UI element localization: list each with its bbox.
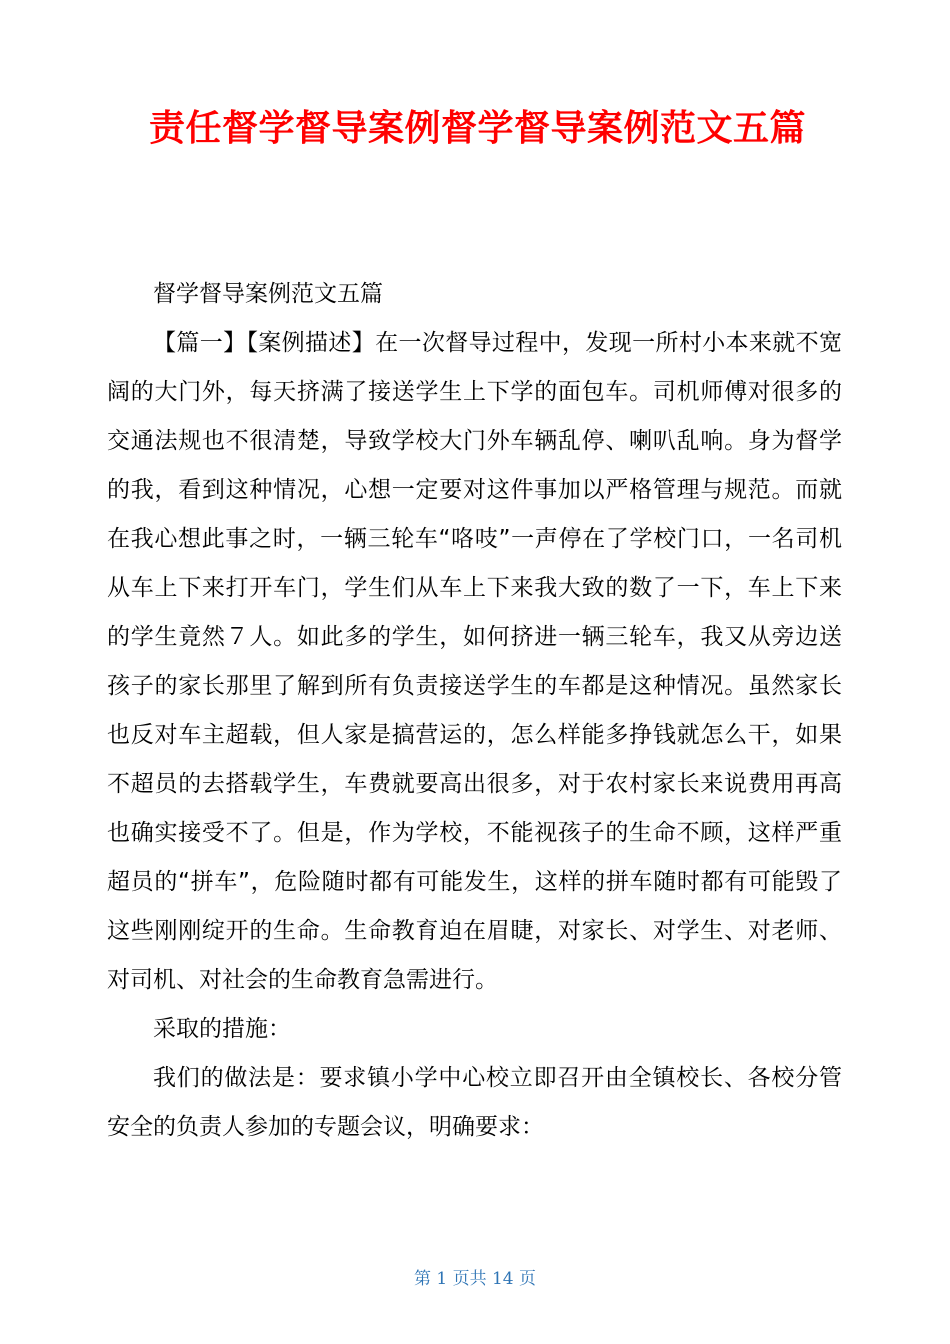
measures-heading-paragraph: 采取的措施： xyxy=(153,1016,291,1042)
approach-paragraph: 我们的做法是：要求镇小学中心校立即召开由全镇校长、各校分管安全的负责人参加的专题会议，明确要求： xyxy=(107,1065,842,1140)
case-description-paragraph: 【篇一】【案例描述】在一次督导过程中，发现一所村小本来就不宽阔的大门外，每天挤满了接送学生上下学的面包车。司机师傅对很多的交通法规也不很清楚，导致学校大门外车辆乱停、喇叭乱响。身为督学的我，看到这种情况，心想一定要对这件事加以严格管理与规范。而就在我心想此事之时，一辆三轮车“咯吱”一声停在了学校门口，一名司机从车上下来打开车门，学生们从车上下来我大致的数了一下，车上下来的学生竟然７人。如此多的学生，如何挤进一辆三轮车，我又从旁边送孩子的家长那里了解到所有负责接送学生的车都是这种情况。虽然家长也反对车主超载，但人家是搞营运的，怎么样能多挣钱就怎么干，如果不超员的去搭载学生，车费就要高出很多，对于农村家长来说费用再高也确实接受不了。但是，作为学校，不能视孩子的生命不顾，这样严重超员的“拼车”，危险随时都有可能发生，这样的拼车随时都有可能毁了这些刚刚绽开的生命。生命教育迫在眉睫，对家长、对学生、对老师、对司机、对社会的生命教育急需进行。 xyxy=(107,330,842,993)
document-body xyxy=(107,270,842,1152)
page-footer: 第 1 页共 14 页 xyxy=(413,1269,537,1289)
document-title: 责任督学督导案例督学督导案例范文五篇 xyxy=(149,108,807,149)
subtitle-paragraph: 督学督导案例范文五篇 xyxy=(153,281,383,307)
